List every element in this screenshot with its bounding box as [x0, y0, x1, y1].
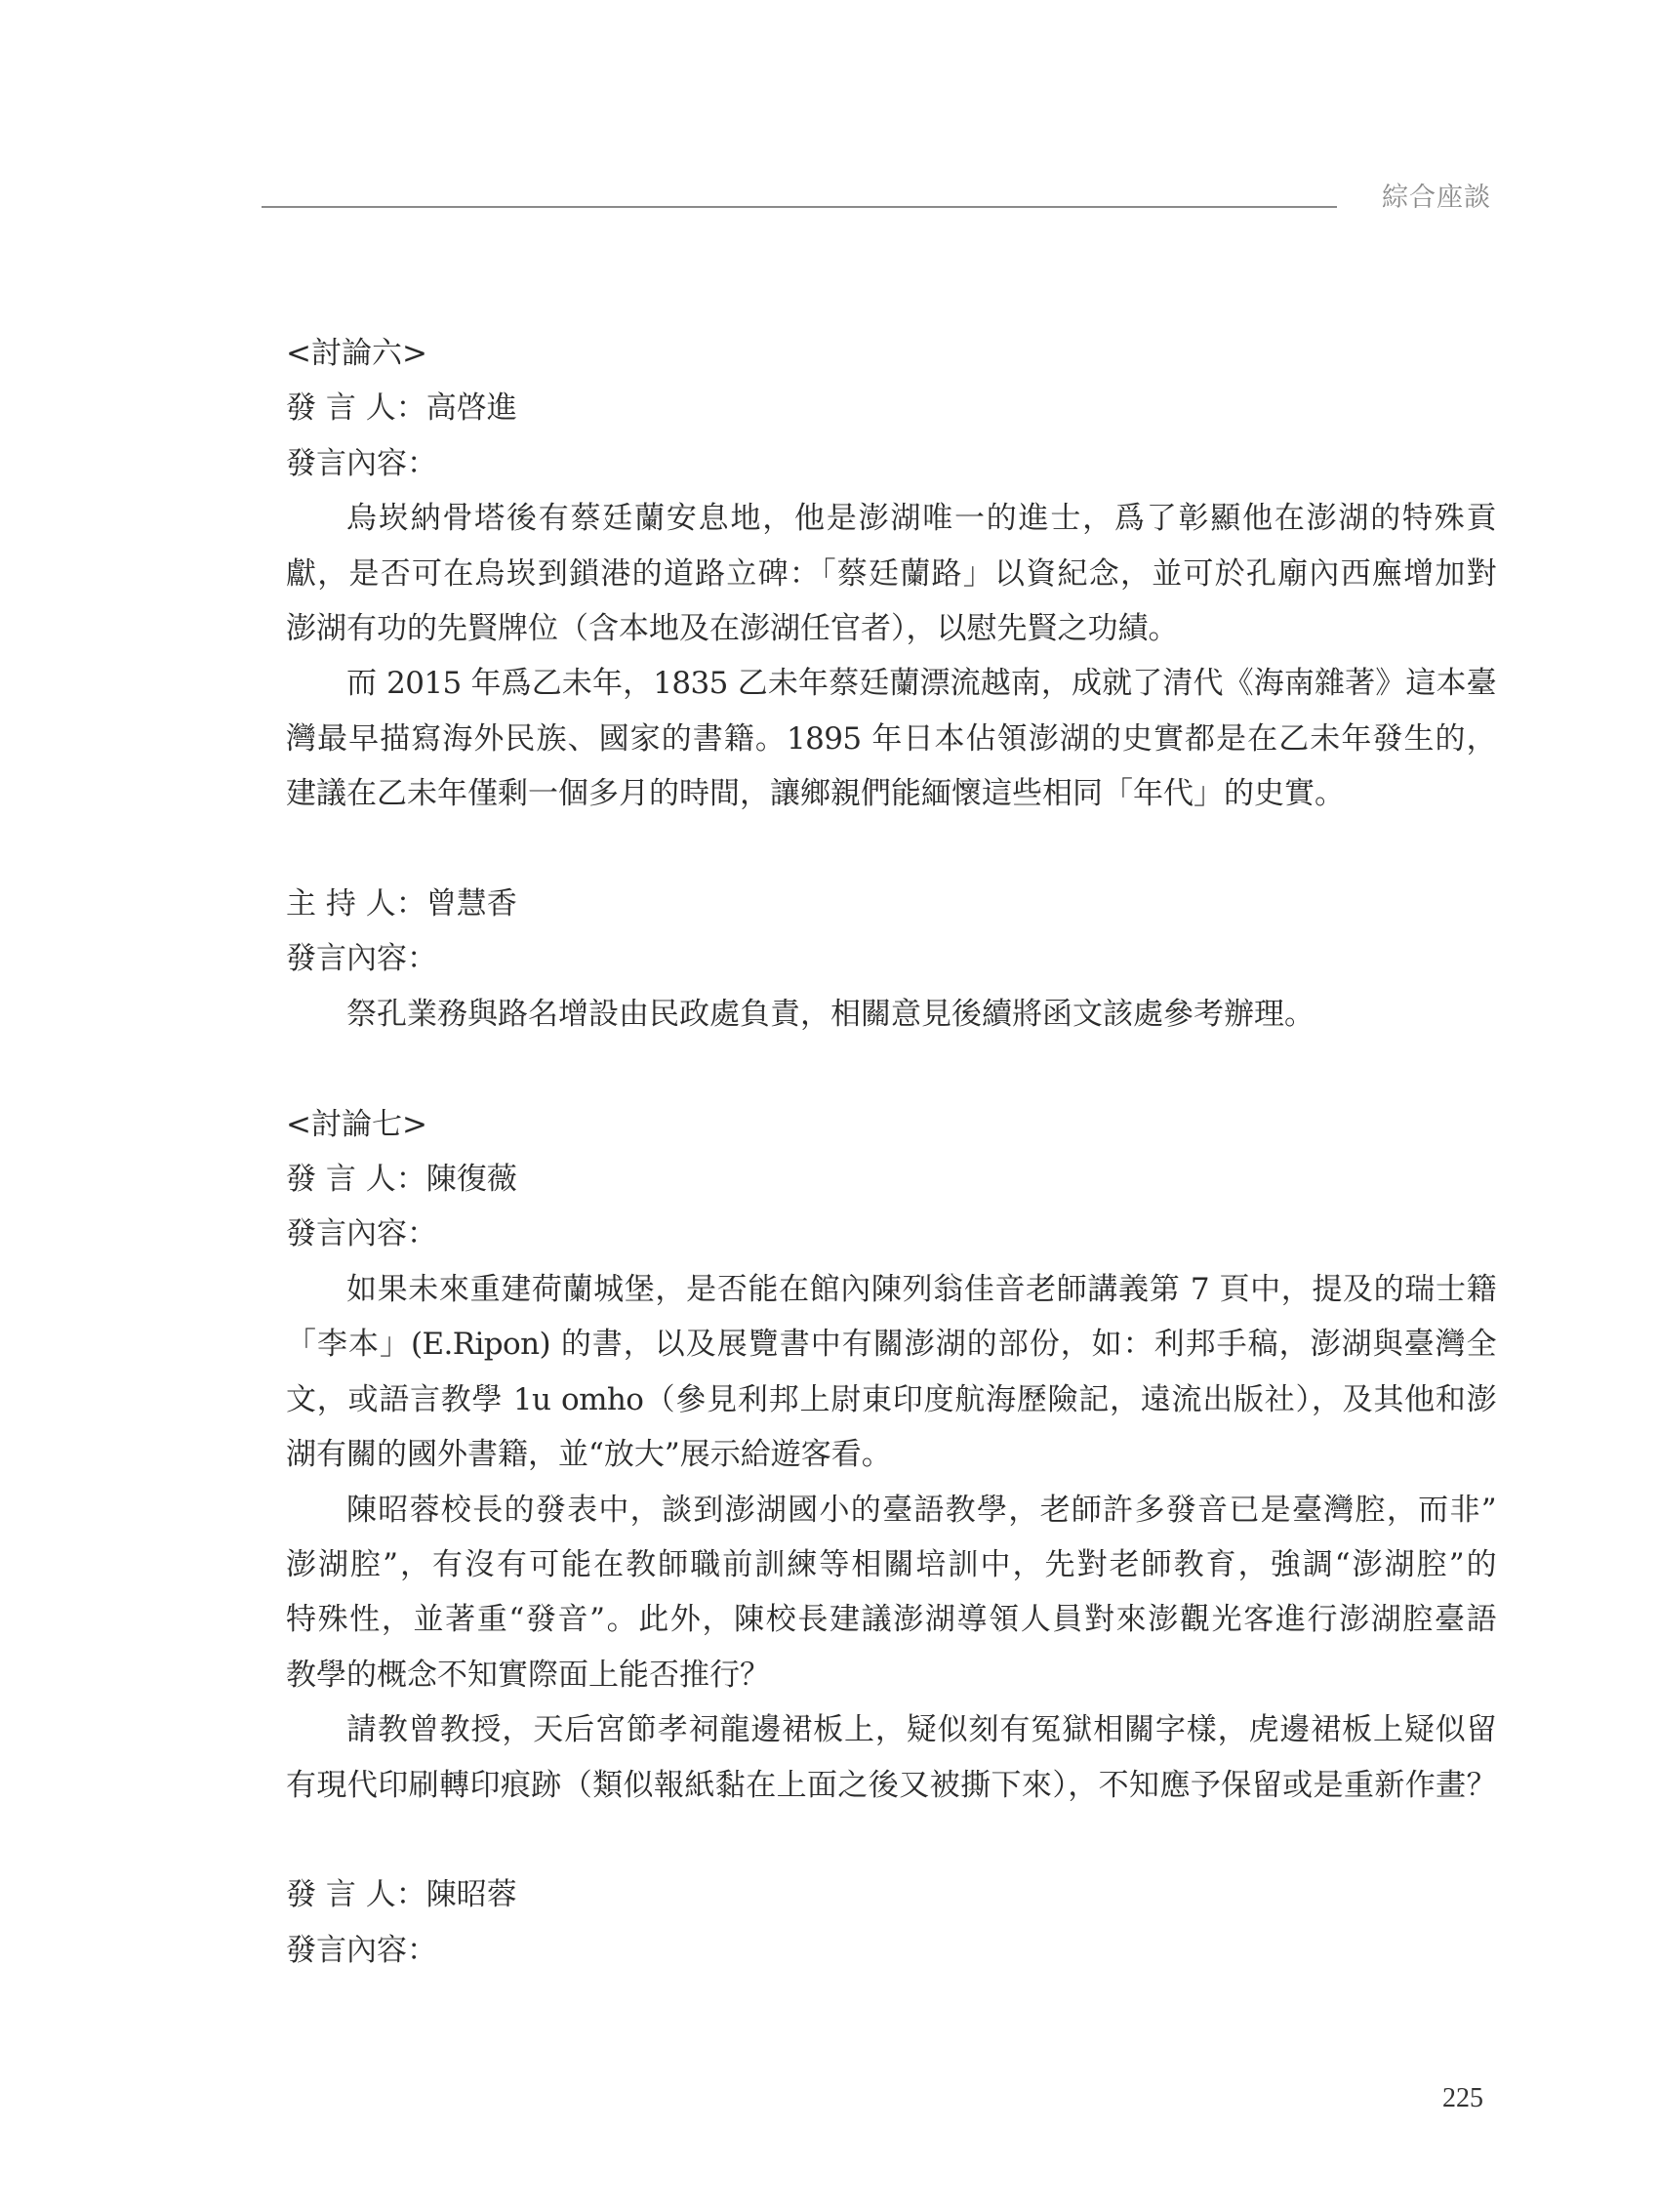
- content-label: 發言內容：: [286, 941, 437, 977]
- paragraph-line: 湖有關的國外書籍，並“放大”展示給遊客看。: [286, 1437, 892, 1473]
- paragraph-line: 特殊性，並著重“發音”。此外，陳校長建議澎湖導領人員對來澎觀光客進行澎湖腔臺語: [286, 1602, 1496, 1638]
- paragraph-line: 有現代印刷轉印痕跡（類似報紙黏在上面之後又被撕下來），不知應予保留或是重新作畫？: [286, 1767, 1496, 1803]
- header-rule: [262, 206, 1337, 208]
- paragraph-line: 教學的概念不知實際面上能否推行？: [286, 1657, 770, 1693]
- paragraph-line: 澎湖有功的先賢牌位（含本地及在澎湖任官者），以慰先賢之功績。: [286, 611, 1179, 647]
- paragraph-line: 而 2015 年爲乙未年，1835 乙未年蔡廷蘭漂流越南，成就了清代《海南雜著》這本臺: [346, 666, 1496, 702]
- paragraph-line: 灣最早描寫海外民族、國家的書籍。1895 年日本佔領澎湖的史實都是在乙未年發生的，: [286, 720, 1496, 757]
- paragraph-line: 澎湖腔”，有沒有可能在教師職前訓練等相關培訓中，先對老師教育，強調“澎湖腔”的: [286, 1546, 1496, 1582]
- content-label: 發言內容：: [286, 445, 437, 481]
- paragraph-line: 烏崁納骨塔後有蔡廷蘭安息地，他是澎湖唯一的進士，爲了彰顯他在澎湖的特殊貢: [346, 501, 1496, 537]
- paragraph-line: 「李本」(E.Ripon) 的書，以及展覽書中有關澎湖的部份，如：利邦手稿，澎湖與臺灣全: [286, 1327, 1496, 1363]
- paragraph-line: 建議在乙未年僅剩一個多月的時間，讓鄉親們能緬懷這些相同「年代」的史實。: [286, 776, 1345, 812]
- speaker-line: 發 言 人：高啓進: [286, 390, 517, 427]
- discussion-7-title: <討論七>: [286, 1106, 427, 1142]
- speaker-line: 發 言 人：陳昭蓉: [286, 1877, 517, 1913]
- moderator-line: 主 持 人：曾慧香: [286, 886, 517, 922]
- speaker-line: 發 言 人：陳復薇: [286, 1162, 517, 1198]
- paragraph-line: 陳昭蓉校長的發表中，談到澎湖國小的臺語教學，老師許多發音已是臺灣腔，而非”: [346, 1492, 1496, 1528]
- content-label: 發言內容：: [286, 1216, 437, 1252]
- content-label: 發言內容：: [286, 1932, 437, 1968]
- paragraph-line: 獻，是否可在烏崁到鎖港的道路立碑：「蔡廷蘭路」以資紀念，並可於孔廟內西廡增加對: [286, 555, 1496, 592]
- paragraph-line: 文，或語言教學 1u omho（參見利邦上尉東印度航海歷險記，遠流出版社），及其他和澎: [286, 1381, 1496, 1417]
- page-number: 225: [1442, 2083, 1483, 2113]
- running-header: 綜合座談: [1382, 183, 1491, 213]
- paragraph-line: 請教曾教授，天后宮節孝祠龍邊裙板上，疑似刻有冤獄相關字樣，虎邊裙板上疑似留: [346, 1712, 1496, 1748]
- document-body: [286, 326, 1496, 1978]
- discussion-6-title: <討論六>: [286, 336, 427, 371]
- paragraph-line: 祭孔業務與路名增設由民政處負責，相關意見後續將函文該處參考辦理。: [346, 996, 1315, 1032]
- paragraph-line: 如果未來重建荷蘭城堡，是否能在館內陳列翁佳音老師講義第 7 頁中，提及的瑞士籍: [346, 1271, 1496, 1307]
